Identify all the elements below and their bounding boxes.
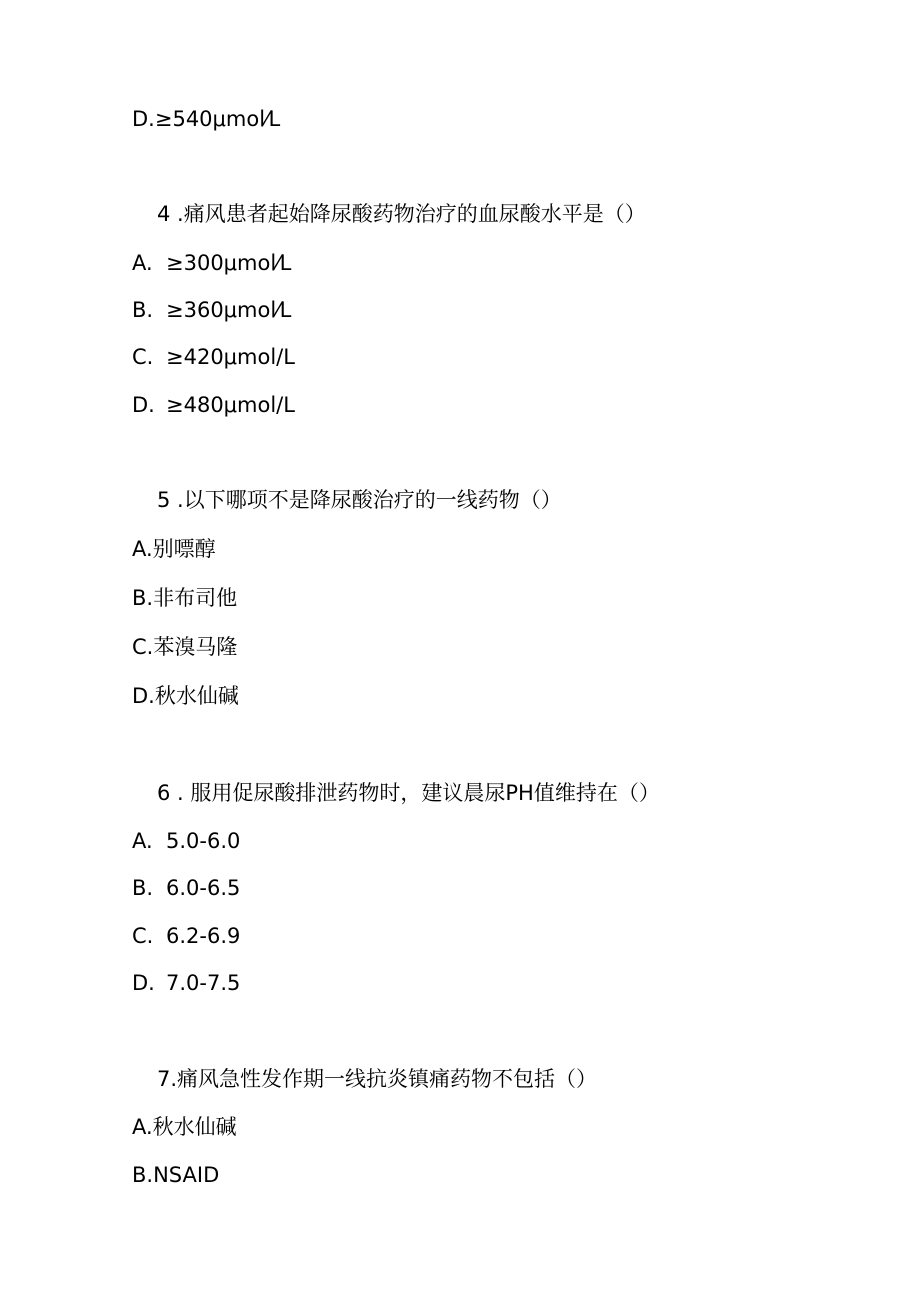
option-4a xyxy=(132,249,291,277)
option-text: 别嘌醇 xyxy=(152,537,216,561)
question-4: 4 .痛风患者起始降尿酸药物治疗的血尿酸水平是（） xyxy=(157,202,646,226)
option-text: 5.0-6.0 xyxy=(166,829,241,853)
option-text: 6.0-6.5 xyxy=(166,876,241,900)
option-label: B. xyxy=(132,1163,154,1187)
option-5c xyxy=(132,633,237,661)
option-5b xyxy=(132,584,237,612)
option-text: 6.2-6.9 xyxy=(166,924,241,948)
option-label: A. xyxy=(132,537,153,561)
option-4b xyxy=(132,296,291,324)
option-label: A. xyxy=(132,251,153,275)
option-label: C. xyxy=(132,345,154,369)
option-3d xyxy=(132,105,280,133)
option-text: 秋水仙碱 xyxy=(154,684,239,708)
option-6c xyxy=(132,922,240,950)
option-5d xyxy=(132,682,239,710)
question-6: 6 . 服用促尿酸排泄药物时，建议晨尿PH值维持在（） xyxy=(157,781,660,805)
option-7a xyxy=(132,1113,237,1141)
option-text: 秋水仙碱 xyxy=(152,1115,237,1139)
option-label: B. xyxy=(132,298,154,322)
option-text: ≥420μmol/L xyxy=(166,345,295,369)
option-text: ≥300μmol⁄L xyxy=(166,251,292,275)
option-5a xyxy=(132,535,216,563)
option-4d xyxy=(132,391,295,419)
option-label: A. xyxy=(132,1115,153,1139)
option-text: ≥480μmol/L xyxy=(166,393,295,417)
option-6d xyxy=(132,969,240,997)
option-text: 7.0-7.5 xyxy=(166,971,241,995)
option-text: ≥540μmol⁄L xyxy=(154,107,281,131)
question-5: 5 .以下哪项不是降尿酸治疗的一线药物（） xyxy=(157,488,562,512)
option-text: NSAID xyxy=(153,1163,220,1187)
option-label: D. xyxy=(132,107,155,131)
option-text: 非布司他 xyxy=(153,586,238,610)
option-text: ≥360μmol⁄L xyxy=(166,298,292,322)
option-label: B. xyxy=(132,876,154,900)
option-6b xyxy=(132,874,240,902)
option-6a xyxy=(132,827,240,855)
question-7: 7.痛风急性发作期一线抗炎镇痛药物不包括（） xyxy=(157,1067,598,1091)
option-label: D. xyxy=(132,971,155,995)
option-text: 苯溴马隆 xyxy=(153,635,238,659)
option-4c xyxy=(132,343,295,371)
option-label: D. xyxy=(132,393,155,417)
option-label: B. xyxy=(132,586,154,610)
option-7b xyxy=(132,1161,219,1189)
option-label: D. xyxy=(132,684,155,708)
option-label: C. xyxy=(132,635,154,659)
option-label: A. xyxy=(132,829,153,853)
option-label: C. xyxy=(132,924,154,948)
